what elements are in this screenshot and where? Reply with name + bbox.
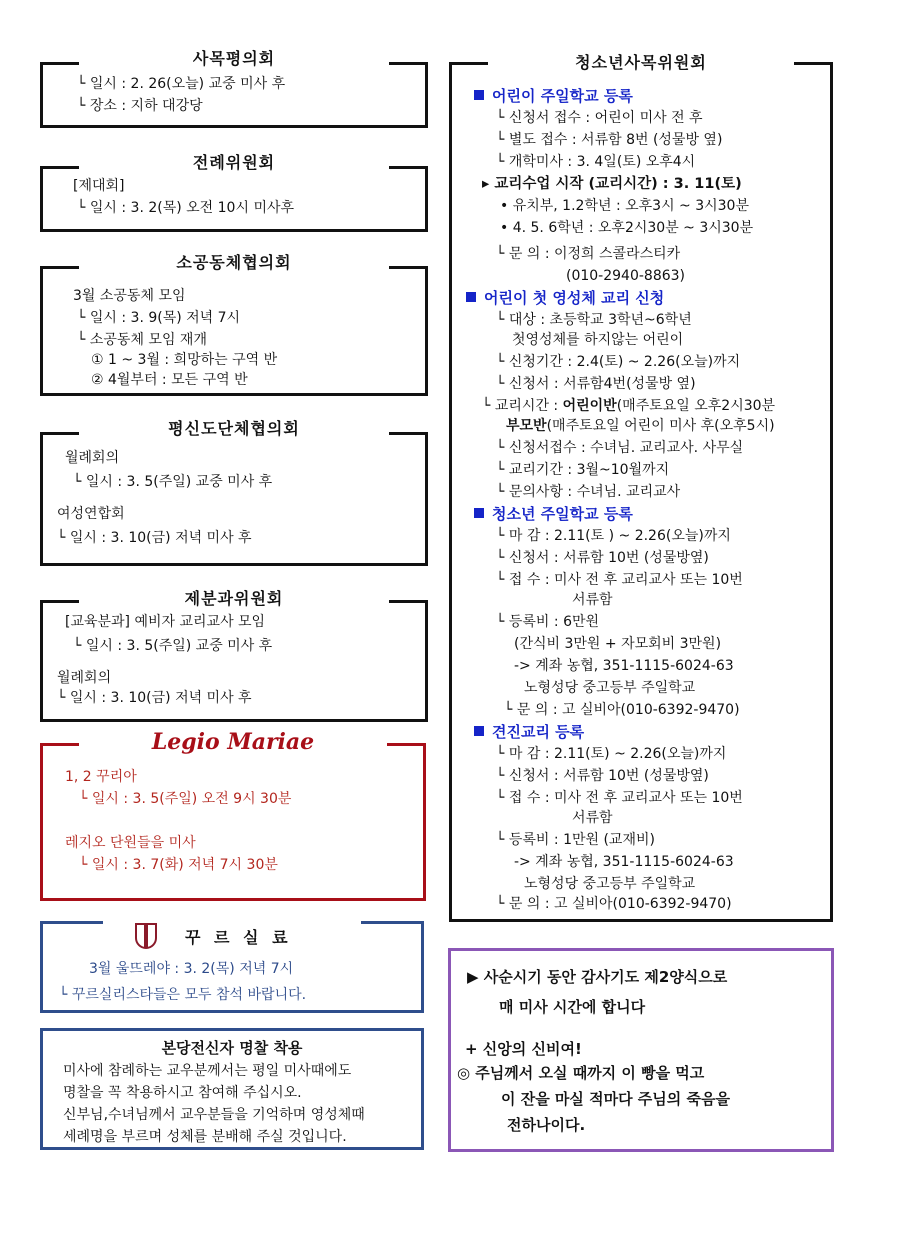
- cursillo-l1: 3월 울뜨레야 : 3. 2(목) 저녁 7시: [89, 961, 294, 977]
- notice-l6: 전하나이다.: [507, 1116, 586, 1134]
- lent-notice-box: [448, 948, 834, 1152]
- youth-c8: 노형성당 중고등부 주일학교: [524, 680, 696, 696]
- youth-c6: (간식비 3만원 + 자모회비 3만원): [514, 636, 722, 652]
- youth-a4: ▸ 교리수업 시작 (교리시간) : 3. 11(토): [482, 176, 742, 192]
- legio-l3: 레지오 단원들을 미사: [65, 835, 196, 851]
- notice-l5: 이 잔을 마실 적마다 주님의 죽음을: [501, 1090, 730, 1108]
- community-l5: ② 4월부터 : 모든 구역 반: [91, 372, 248, 388]
- youth-a6: • 4. 5. 6학년 : 오후2시30분 ~ 3시30분: [500, 220, 754, 236]
- youth-c2: └ 신청서 : 서류함 10번 (성물방옆): [496, 550, 709, 566]
- youth-d2: └ 신청서 : 서류함 10번 (성물방옆): [496, 768, 709, 784]
- youth-section-confirmation: 견진교리 등록: [474, 722, 584, 742]
- committee-l1: [교육분과] 예비자 교리교사 모임: [65, 614, 266, 630]
- youth-a5: • 유치부, 1.2학년 : 오후3시 ~ 3시30분: [500, 198, 749, 214]
- nametag-l3: 신부님,수녀님께서 교우분들을 기억하며 영성체때: [63, 1107, 365, 1123]
- community-council-box: [40, 266, 428, 396]
- committee-title: 제분과위원회: [184, 589, 284, 608]
- sub-committee-box: [40, 600, 428, 722]
- committee-l2: └ 일시 : 3. 5(주일) 교중 미사 후: [73, 638, 273, 654]
- pastoral-council-box: [40, 62, 428, 128]
- youth-c5: └ 등록비 : 6만원: [496, 614, 600, 630]
- cursillo-title: 꾸 르 실 료: [185, 928, 292, 947]
- youth-c9: └ 문 의 : 고 실비아(010-6392-9470): [504, 702, 740, 718]
- notice-l2: 매 미사 시간에 합니다: [499, 998, 646, 1016]
- community-title: 소공동체협의회: [176, 253, 292, 272]
- youth-section-children: 어린이 주일학교 등록: [474, 86, 633, 106]
- youth-d8: └ 문 의 : 고 실비아(010-6392-9470): [496, 896, 732, 912]
- committee-l3: 월례회의: [57, 670, 112, 686]
- youth-a8: (010-2940-8863): [566, 268, 686, 284]
- youth-title: 청소년사목위원회: [575, 53, 707, 72]
- youth-a2: └ 별도 접수 : 서류함 8번 (성물방 옆): [496, 132, 723, 148]
- committee-l4: └ 일시 : 3. 10(금) 저녁 미사 후: [57, 690, 252, 706]
- youth-b6: 부모반(매주토요일 어린이 미사 후(오후5시): [506, 418, 775, 434]
- youth-section-teen: 청소년 주일학교 등록: [474, 504, 633, 524]
- youth-a1: └ 신청서 접수 : 어린이 미사 전 후: [496, 110, 703, 126]
- nametag-title: 본당전신자 명찰 착용: [161, 1039, 303, 1057]
- laity-l4: └ 일시 : 3. 10(금) 저녁 미사 후: [57, 530, 252, 546]
- youth-b2: 첫영성체를 하지않는 어린이: [512, 332, 684, 348]
- youth-c7: -> 계좌 농협, 351-1115-6024-63: [514, 658, 734, 674]
- notice-l1: ▶ 사순시기 동안 감사기도 제2양식으로: [467, 968, 728, 986]
- liturgy-title: 전례위원회: [192, 153, 276, 172]
- youth-b1: └ 대상 : 초등학교 3학년~6학년: [496, 312, 692, 328]
- youth-d7: 노형성당 중고등부 주일학교: [524, 876, 696, 892]
- liturgy-group: [제대회]: [73, 178, 125, 194]
- notice-l3: + 신앙의 신비여!: [465, 1040, 582, 1058]
- youth-d5: └ 등록비 : 1만원 (교재비): [496, 832, 655, 848]
- cursillo-l2: └ 꾸르실리스타들은 모두 참석 바랍니다.: [59, 987, 307, 1003]
- nametag-l2: 명찰을 꼭 착용하시고 참여해 주십시오.: [63, 1085, 302, 1101]
- youth-d6: -> 계좌 농협, 351-1115-6024-63: [514, 854, 734, 870]
- legio-l1: 1, 2 꾸리아: [65, 769, 137, 785]
- legio-l4: └ 일시 : 3. 7(화) 저녁 7시 30분: [79, 857, 278, 873]
- youth-c3: └ 접 수 : 미사 전 후 교리교사 또는 10번: [496, 572, 743, 588]
- pastoral-title: 사목평의회: [192, 49, 276, 68]
- laity-l1: 월례회의: [65, 450, 120, 466]
- legio-l2: └ 일시 : 3. 5(주일) 오전 9시 30분: [79, 791, 292, 807]
- youth-a7: └ 문 의 : 이정희 스콜라스티카: [496, 246, 681, 262]
- pastoral-date: └ 일시 : 2. 26(오늘) 교중 미사 후: [77, 76, 286, 92]
- laity-title: 평신도단체협의회: [168, 419, 300, 438]
- youth-c4: 서류함: [572, 592, 613, 608]
- nametag-l1: 미사에 참례하는 교우분께서는 평일 미사때에도: [63, 1063, 352, 1079]
- youth-c1: └ 마 감 : 2.11(토 ) ~ 2.26(오늘)까지: [496, 528, 731, 544]
- community-l3: └ 소공동체 모임 재개: [77, 332, 207, 348]
- legio-title: Legio Mariae: [151, 729, 315, 755]
- youth-b4: └ 신청서 : 서류함4번(성물방 옆): [496, 376, 696, 392]
- notice-l4: ◎ 주님께서 오실 때까지 이 빵을 먹고: [457, 1064, 705, 1082]
- youth-d3: └ 접 수 : 미사 전 후 교리교사 또는 10번: [496, 790, 743, 806]
- liturgy-date: └ 일시 : 3. 2(목) 오전 10시 미사후: [77, 200, 295, 216]
- youth-section-first-communion: 어린이 첫 영성체 교리 신청: [466, 288, 664, 308]
- laity-l2: └ 일시 : 3. 5(주일) 교중 미사 후: [73, 474, 273, 490]
- laity-council-box: [40, 432, 428, 566]
- youth-b7: └ 신청서접수 : 수녀님. 교리교사. 사무실: [496, 440, 744, 456]
- pastoral-place: └ 장소 : 지하 대강당: [77, 98, 203, 114]
- youth-d1: └ 마 감 : 2.11(토) ~ 2.26(오늘)까지: [496, 746, 727, 762]
- youth-b9: └ 문의사항 : 수녀님. 교리교사: [496, 484, 681, 500]
- youth-a3: └ 개학미사 : 3. 4일(토) 오후4시: [496, 154, 696, 170]
- community-l4: ① 1 ~ 3월 : 희망하는 구역 반: [91, 352, 278, 368]
- youth-b5: └ 교리시간 : 어린이반(매주토요일 오후2시30분: [482, 398, 776, 414]
- youth-d4: 서류함: [572, 810, 613, 826]
- name-tag-box: [40, 1028, 424, 1150]
- laity-l3: 여성연합회: [57, 506, 125, 522]
- cursillo-box: [40, 921, 424, 1013]
- youth-b8: └ 교리기간 : 3월~10월까지: [496, 462, 670, 478]
- community-l2: └ 일시 : 3. 9(목) 저녁 7시: [77, 310, 241, 326]
- youth-ministry-box: [449, 62, 833, 922]
- liturgy-committee-box: [40, 166, 428, 232]
- nametag-l4: 세례명을 부르며 성체를 분배해 주실 것입니다.: [63, 1129, 347, 1145]
- youth-b3: └ 신청기간 : 2.4(토) ~ 2.26(오늘)까지: [496, 354, 741, 370]
- community-l1: 3월 소공동체 모임: [73, 288, 186, 304]
- legio-mariae-box: [40, 729, 426, 901]
- cursillo-emblem-icon: [135, 923, 157, 949]
